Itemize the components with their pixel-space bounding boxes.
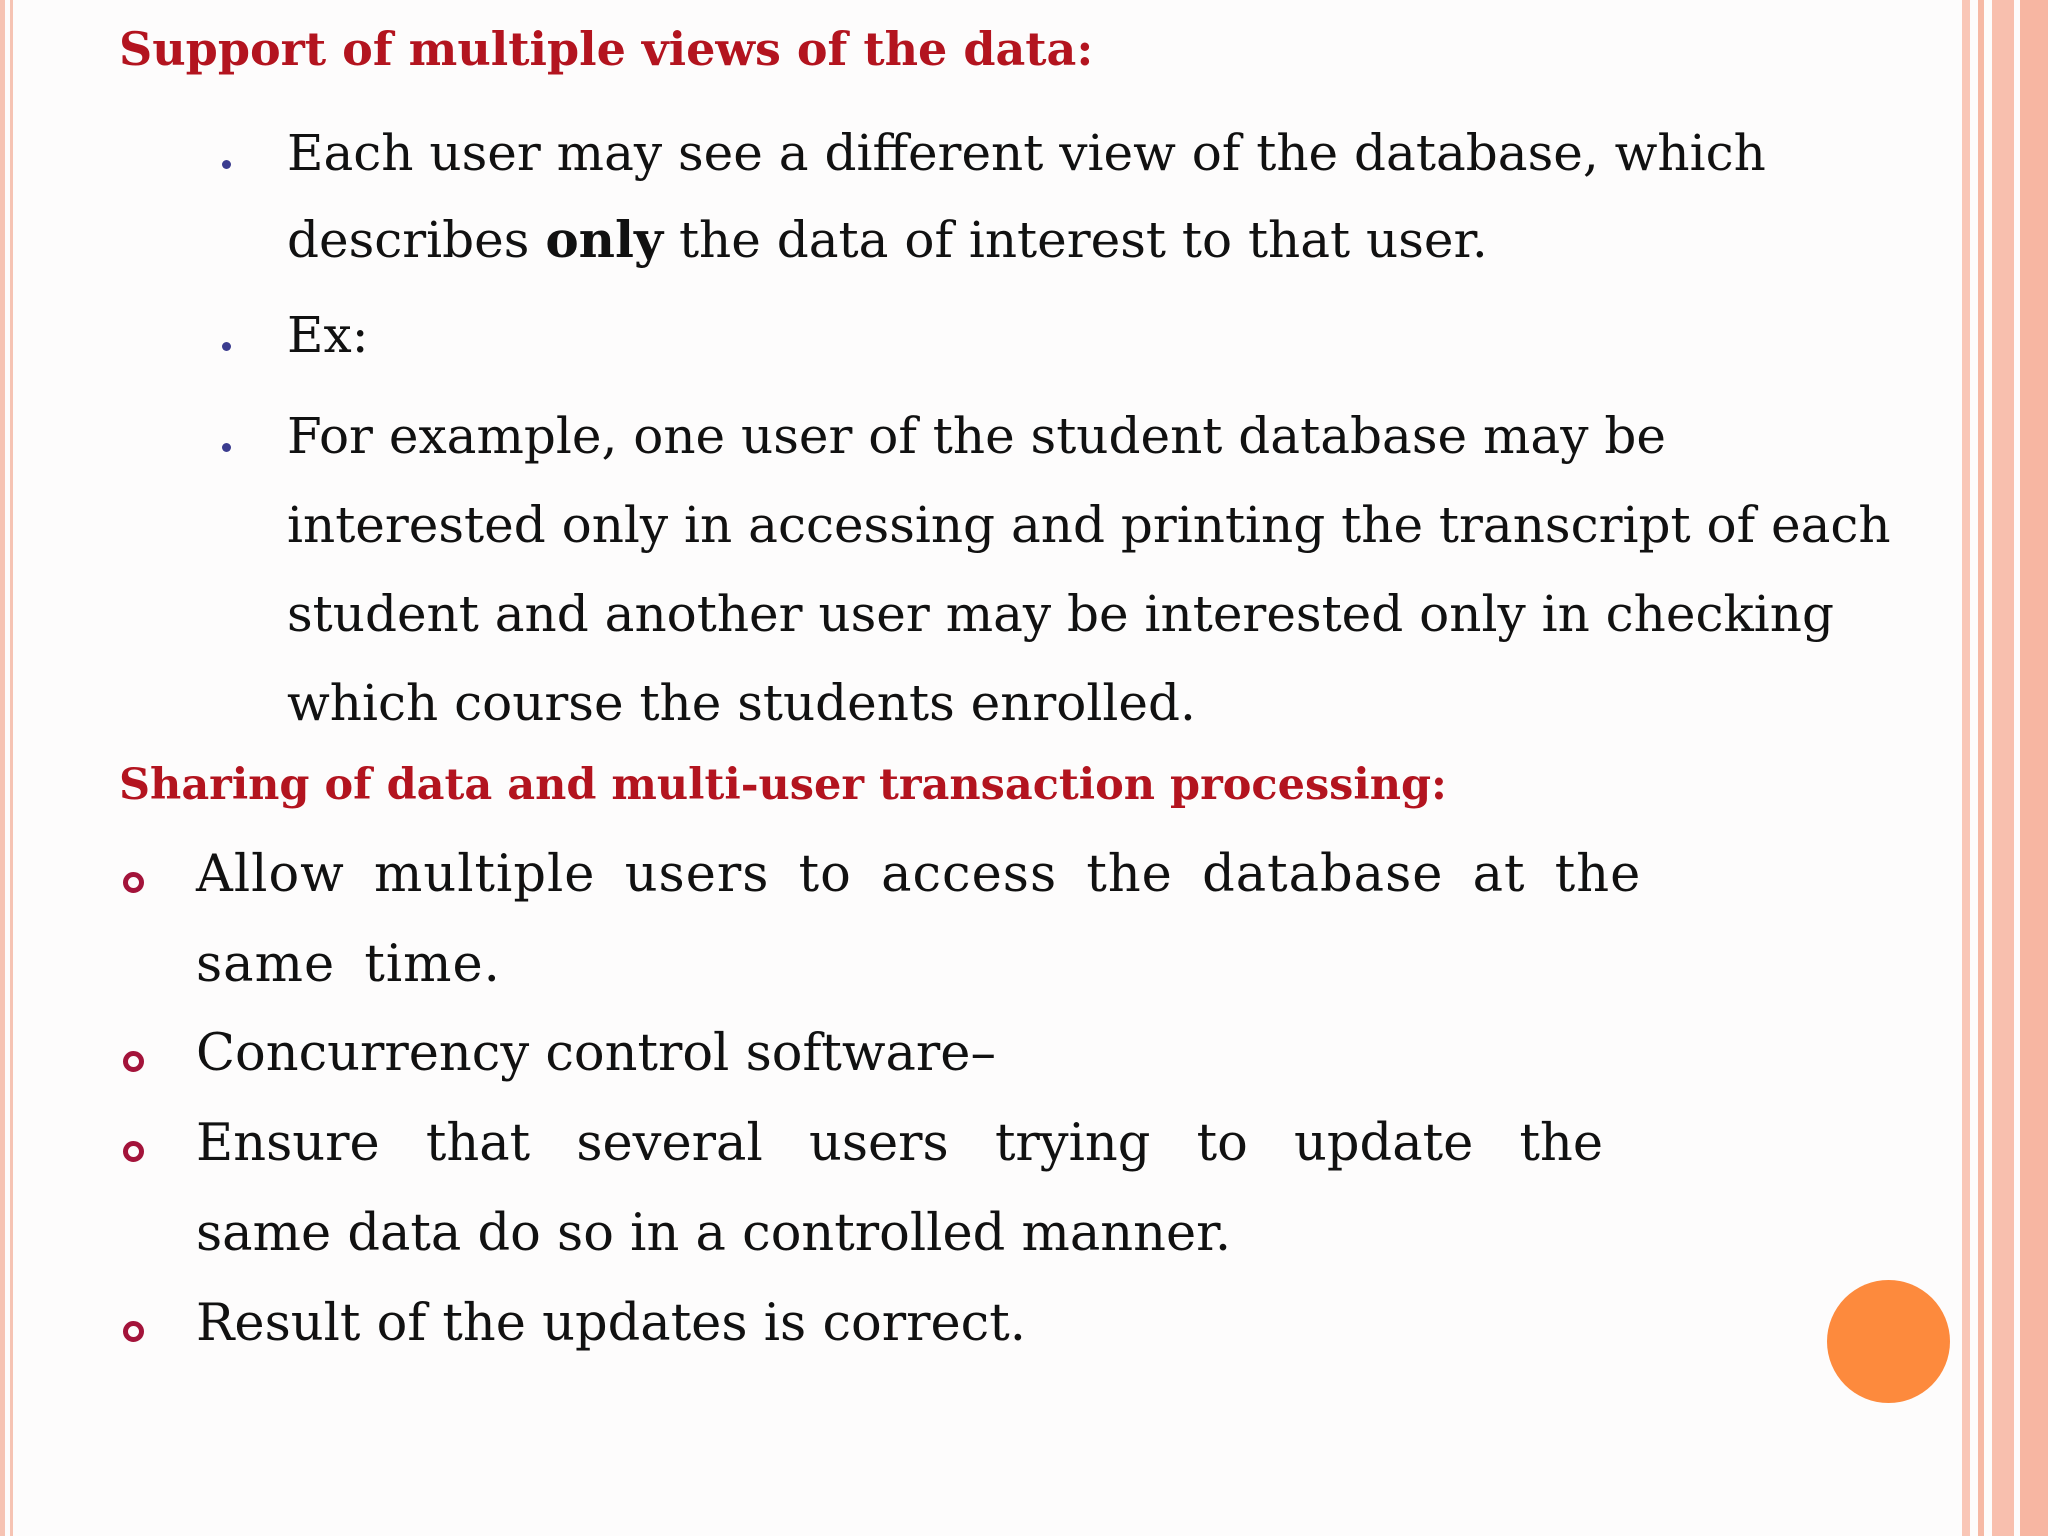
list-item-line: Result of the updates is correct. — [196, 1294, 1026, 1353]
right-border-stripe — [1978, 0, 1984, 1536]
ring-bullet-icon — [123, 872, 144, 893]
list-item-line: student and another user may be interested only in checking — [287, 585, 1834, 643]
list-item-line: interested only in accessing and printing the transcript of each — [287, 496, 1891, 554]
heading-sharing-data: Sharing of data and multi-user transaction processing: — [119, 760, 1447, 810]
bullet-dot-icon — [222, 160, 231, 169]
list-item-line — [287, 196, 1947, 284]
list-item-line: same data do so in a controlled manner. — [196, 1204, 1232, 1263]
ring-bullet-icon — [123, 1141, 144, 1162]
text-segment: the data of interest to that user. — [663, 211, 1488, 269]
ring-bullet-icon — [123, 1321, 144, 1342]
list-item-line: Ex: — [287, 306, 369, 364]
list-item-line: Concurrency control software– — [196, 1024, 996, 1083]
bullet-dot-icon — [222, 443, 231, 452]
list-item-line: Each user may see a different view of the database, which — [287, 124, 1766, 182]
emphasis-only: only — [545, 210, 664, 269]
right-border-stripe — [1992, 0, 2014, 1536]
list-item-line: same time. — [196, 935, 501, 994]
list-item-line: which course the students enrolled. — [287, 674, 1196, 732]
right-border-stripe — [1962, 0, 1970, 1536]
list-item-line: Ensure that several users trying to update the — [196, 1114, 1604, 1173]
text-segment: describes — [287, 211, 546, 269]
heading-multiple-views: Support of multiple views of the data: — [119, 22, 1094, 76]
list-item-line: Allow multiple users to access the database at the — [196, 845, 1642, 904]
ring-bullet-icon — [123, 1051, 144, 1072]
list-item-line: For example, one user of the student database may be — [287, 407, 1666, 465]
bullet-dot-icon — [222, 342, 231, 351]
right-border-stripe — [2020, 0, 2048, 1536]
decorative-orange-circle — [1827, 1280, 1950, 1403]
